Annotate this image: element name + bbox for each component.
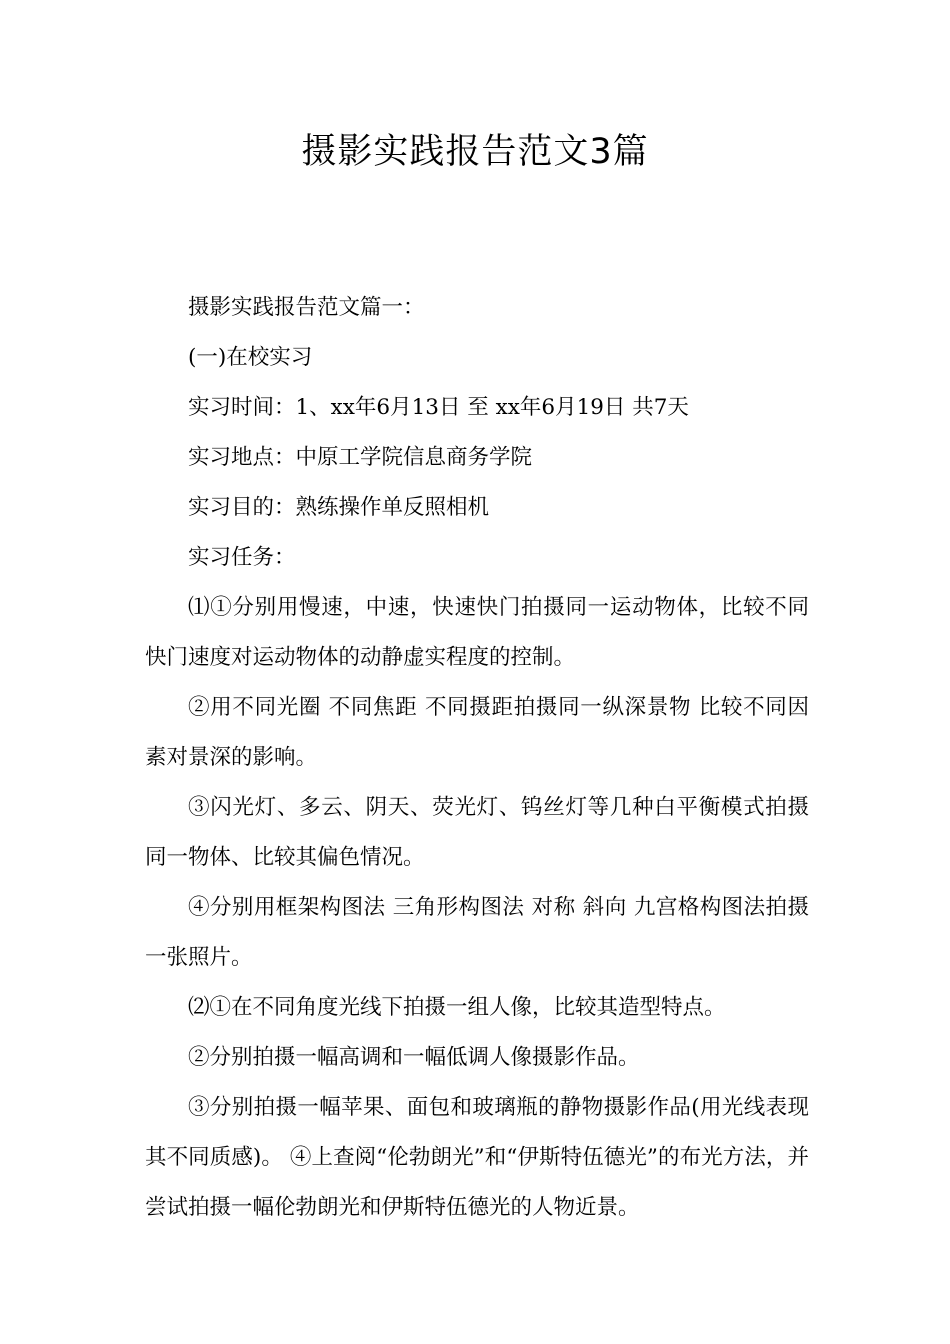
subsection-heading: (一)在校实习 [188, 345, 313, 370]
document-body [145, 283, 809, 1233]
task-paragraph: ④分别用框架构图法 三角形构图法 对称 斜向 九宫格构图法拍摄一张照片。 [145, 895, 809, 970]
task-paragraph: ②用不同光圈 不同焦距 不同摄距拍摄同一纵深景物 比较不同因素对景深的影响。 [145, 695, 809, 770]
internship-purpose: 实习目的：熟练操作单反照相机 [188, 495, 490, 520]
section-heading: 摄影实践报告范文篇一： [188, 295, 425, 320]
task-paragraph: ⑵①在不同角度光线下拍摄一组人像，比较其造型特点。 [188, 995, 726, 1020]
task-paragraph: ⑴①分别用慢速，中速，快速快门拍摄同一运动物体，比较不同快门速度对运动物体的动静虚实程度的控制。 [145, 595, 809, 670]
task-paragraph: ③分别拍摄一幅苹果、面包和玻璃瓶的静物摄影作品(用光线表现其不同质感)。 ④上查阅“伦勃朗光”和“伊斯特伍德光”的布光方法，并尝试拍摄一幅伦勃朗光和伊斯特伍德光的人物近景。 [145, 1095, 809, 1220]
document-title: 摄影实践报告范文3篇 [301, 132, 649, 172]
internship-tasks-label: 实习任务： [188, 545, 296, 570]
internship-location: 实习地点：中原工学院信息商务学院 [188, 445, 533, 470]
internship-time: 实习时间：1、xx年6月13日 至 xx年6月19日 共7天 [188, 395, 689, 420]
task-paragraph: ③闪光灯、多云、阴天、荧光灯、钨丝灯等几种白平衡模式拍摄同一物体、比较其偏色情况。 [145, 795, 809, 870]
task-paragraph: ②分别拍摄一幅高调和一幅低调人像摄影作品。 [188, 1045, 640, 1070]
